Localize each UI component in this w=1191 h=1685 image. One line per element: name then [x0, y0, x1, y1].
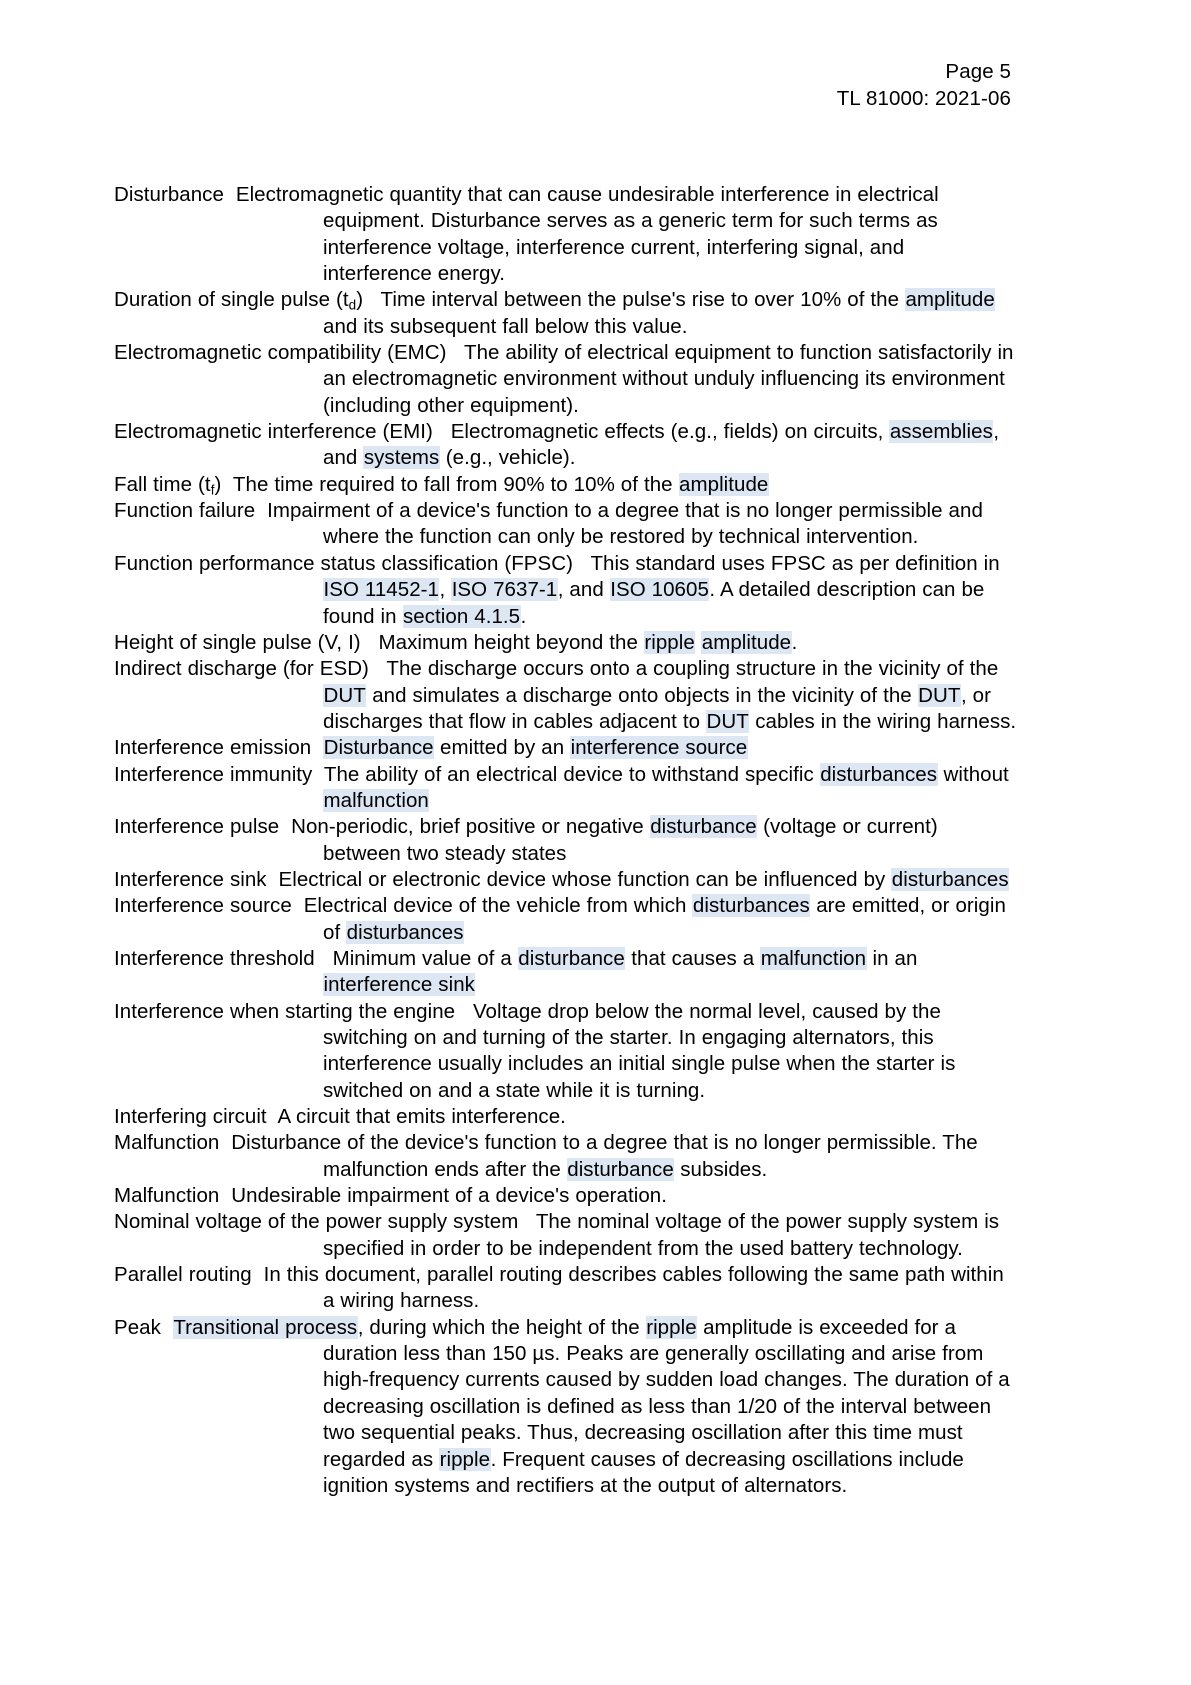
glossary-definition: The nominal voltage of the power supply system is specified in order to be independent from the used battery technology. — [323, 1210, 1000, 1260]
term-definition-gap — [315, 947, 333, 970]
glossary-definition: A circuit that emits interference. — [277, 1105, 566, 1129]
glossary-list — [114, 182, 1018, 1499]
cross-reference-link[interactable]: DUT — [323, 683, 366, 707]
glossary-definition: Electromagnetic quantity that can cause undesirable interference in electrical equipment. Disturbance serves as a generic term for such terms as interference voltage, interference current, interfering signal, and interference energy. — [235, 183, 939, 286]
term-definition-gap — [312, 763, 324, 786]
term-definition-gap — [292, 894, 304, 917]
term-definition-gap — [255, 499, 267, 522]
term-definition-gap — [361, 631, 379, 654]
glossary-entry-duration-of-single-pulse — [114, 287, 1018, 340]
term-definition-gap — [221, 473, 233, 496]
term-definition-gap — [219, 1131, 231, 1154]
cross-reference-link[interactable]: malfunction — [323, 788, 429, 812]
term-definition-gap — [252, 1263, 264, 1286]
glossary-entry-interference-pulse — [114, 814, 1018, 867]
glossary-term: Interference source — [114, 894, 292, 918]
glossary-definition: The time required to fall from 90% to 10% of the amplitude — [232, 472, 769, 496]
glossary-term: Nominal voltage of the power supply system — [114, 1210, 519, 1234]
glossary-entry-disturbance — [114, 182, 1018, 287]
subscript-d: d — [348, 297, 357, 313]
glossary-definition: Non-periodic, brief positive or negative disturbance (voltage or current) between two steady states — [291, 815, 938, 865]
cross-reference-link[interactable]: disturbance — [650, 815, 757, 839]
glossary-definition: Transitional process, during which the height of the ripple amplitude is exceeded for a duration less than 150 µs. Peaks are generally oscillating and arise from high-frequency currents caused by sudden load changes. The duration of a decreasing oscillation is defined as less than 1/20 of the interval between two sequential peaks. Thus, decreasing oscillation after this time must regarded as ripple. Frequent causes of decreasing oscillations include ignition systems and rectifiers at the output of alternators. — [173, 1315, 1010, 1497]
glossary-entry-electromagnetic-compatibility — [114, 340, 1018, 419]
term-definition-gap — [363, 288, 380, 311]
term-definition-gap — [161, 1316, 173, 1339]
cross-reference-link[interactable]: ripple — [644, 630, 695, 654]
glossary-entry-interference-threshold — [114, 946, 1018, 999]
glossary-term: Interference immunity — [114, 762, 313, 786]
term-definition-gap — [369, 657, 386, 680]
glossary-definition: Electrical or electronic device whose function can be influenced by disturbances — [278, 867, 1009, 891]
cross-reference-link[interactable]: disturbances — [692, 894, 810, 918]
term-definition-gap — [267, 868, 279, 891]
glossary-entry-height-of-single-pulse — [114, 630, 1018, 656]
glossary-entry-indirect-discharge — [114, 656, 1018, 735]
glossary-term: Interference threshold — [114, 946, 315, 970]
cross-reference-link[interactable]: interference sink — [323, 973, 475, 997]
glossary-entry-fall-time — [114, 472, 1018, 498]
term-definition-gap — [224, 183, 236, 206]
cross-reference-link[interactable]: systems — [363, 446, 440, 470]
glossary-term: Peak — [114, 1315, 161, 1339]
glossary-entry-fpsc — [114, 551, 1018, 630]
glossary-term: Function performance status classification (FPSC) — [114, 551, 573, 575]
glossary-entry-parallel-routing — [114, 1262, 1018, 1315]
term-definition-gap — [267, 1105, 278, 1128]
glossary-term: Interfering circuit — [114, 1105, 267, 1129]
glossary-term: Parallel routing — [114, 1263, 252, 1287]
glossary-term: Duration of single pulse $(t_d)$ — [114, 288, 364, 313]
document-id-label: TL 81000: 2021-06 — [836, 87, 1011, 110]
glossary-entry-interference-immunity — [114, 762, 1018, 815]
glossary-definition: Disturbance of the device's function to a degree that is no longer permissible. The malfunction ends after the disturbance subsides. — [231, 1131, 978, 1181]
cross-reference-link[interactable]: disturbance — [518, 946, 625, 970]
cross-reference-link[interactable]: interference source — [570, 736, 748, 760]
glossary-term: Indirect discharge (for ESD) — [114, 657, 369, 681]
glossary-definition: Maximum height beyond the ripple amplitude. — [378, 630, 798, 654]
glossary-entry-interference-when-starting-engine — [114, 999, 1018, 1104]
glossary-term: Disturbance — [114, 183, 224, 206]
glossary-term: Interference emission — [114, 736, 312, 760]
glossary-definition: Minimum value of a disturbance that causes a malfunction in an interference sink — [323, 946, 918, 997]
glossary-entry-peak — [114, 1315, 1018, 1499]
glossary-definition: Voltage drop below the normal level, caused by the switching on and turning of the starter. In engaging alternators, this interference usually includes an initial single pulse when the starter is switched on and a state while it is turning. — [323, 999, 956, 1102]
glossary-term: Electromagnetic interference (EMI) — [114, 420, 433, 444]
glossary-term: Malfunction — [114, 1184, 220, 1208]
cross-reference-link[interactable]: ISO 11452-1 — [323, 578, 439, 602]
glossary-entry-malfunction-2 — [114, 1183, 1018, 1209]
cross-reference-link[interactable]: amplitude — [679, 472, 769, 496]
glossary-entry-malfunction-1 — [114, 1130, 1018, 1183]
cross-reference-link[interactable]: DUT — [706, 709, 749, 733]
glossary-entry-interference-source — [114, 893, 1018, 946]
cross-reference-link[interactable]: Disturbance — [323, 736, 434, 760]
cross-reference-link[interactable]: disturbances — [820, 762, 938, 786]
glossary-entry-interfering-circuit — [114, 1104, 1018, 1130]
cross-reference-link[interactable]: Transitional process — [173, 1315, 358, 1339]
glossary-term: Interference pulse — [114, 815, 280, 839]
glossary-term: Interference when starting the engine — [114, 999, 456, 1023]
glossary-definition: Electrical device of the vehicle from which disturbances are emitted, or origin of disturbances — [303, 894, 1006, 944]
glossary-entry-electromagnetic-interference — [114, 419, 1018, 472]
glossary-definition: In this document, parallel routing describes cables following the same path within a wiring harness. — [263, 1263, 1004, 1313]
glossary-definition: Undesirable impairment of a device's operation. — [231, 1184, 668, 1208]
glossary-definition: Impairment of a device's function to a degree that is no longer permissible and where the function can only be restored by technical intervention. — [267, 499, 983, 549]
cross-reference-link[interactable]: assemblies — [889, 420, 993, 444]
term-definition-gap — [518, 1210, 535, 1233]
glossary-definition: Time interval between the pulse's rise to over 10% of the amplitude and its subsequent fall below this value. — [323, 288, 995, 338]
subscript-f: f — [210, 482, 215, 498]
term-definition-gap — [447, 341, 464, 364]
glossary-term: Interference sink — [114, 867, 267, 891]
term-definition-gap — [573, 552, 590, 575]
glossary-definition: This standard uses FPSC as per definition in ISO 11452-1, ISO 7637-1, and ISO 10605. A detailed description can be found in section 4.1.5. — [323, 551, 1000, 628]
glossary-definition: Disturbance emitted by an interference source — [323, 736, 748, 760]
cross-reference-link[interactable]: disturbance — [567, 1157, 674, 1181]
glossary-entry-function-failure — [114, 498, 1018, 551]
page-header — [837, 58, 1011, 112]
cross-reference-link[interactable]: ripple — [646, 1315, 697, 1339]
glossary-entry-interference-sink — [114, 867, 1018, 893]
cross-reference-link[interactable]: disturbances — [346, 920, 464, 944]
glossary-term: Height of single pulse (V, I) — [114, 630, 361, 654]
page-number-label: Page 5 — [945, 60, 1011, 83]
term-definition-gap — [279, 815, 291, 838]
glossary-term: Fall time $(t_f)$ — [114, 472, 222, 498]
cross-reference-link[interactable]: disturbances — [891, 867, 1009, 891]
term-definition-gap — [219, 1184, 231, 1207]
cross-reference-link[interactable]: ISO 7637-1 — [451, 578, 558, 602]
term-definition-gap — [311, 736, 323, 759]
glossary-definition: The ability of an electrical device to withstand specific disturbances without malfunction — [323, 762, 1009, 812]
term-definition-gap — [455, 1000, 473, 1023]
term-definition-gap — [433, 420, 451, 443]
glossary-definition: Electromagnetic effects (e.g., fields) on circuits, assemblies, and systems (e.g., vehicle). — [323, 420, 1000, 470]
glossary-entry-nominal-voltage — [114, 1209, 1018, 1262]
glossary-definition: The ability of electrical equipment to function satisfactorily in an electromagnetic environment without unduly influencing its environment (including other equipment). — [323, 341, 1014, 417]
cross-reference-link[interactable]: amplitude — [905, 288, 995, 312]
glossary-term: Function failure — [114, 499, 256, 523]
cross-reference-link[interactable]: amplitude — [701, 630, 792, 654]
glossary-term: Malfunction — [114, 1131, 220, 1155]
glossary-definition: The discharge occurs onto a coupling structure in the vicinity of the DUT and simulates a discharge onto objects in the vicinity of the DUT, or discharges that flow in cables adjacent to DUT cables in the wiring harness. — [323, 657, 1017, 733]
cross-reference-link[interactable]: DUT — [918, 683, 961, 707]
cross-reference-link[interactable]: malfunction — [760, 946, 867, 970]
cross-reference-link[interactable]: ISO 10605 — [610, 578, 709, 602]
glossary-term: Electromagnetic compatibility (EMC) — [114, 341, 447, 365]
glossary-entry-interference-emission — [114, 735, 1018, 761]
cross-reference-link[interactable]: section 4.1.5 — [403, 604, 521, 628]
cross-reference-link[interactable]: ripple — [439, 1447, 491, 1471]
